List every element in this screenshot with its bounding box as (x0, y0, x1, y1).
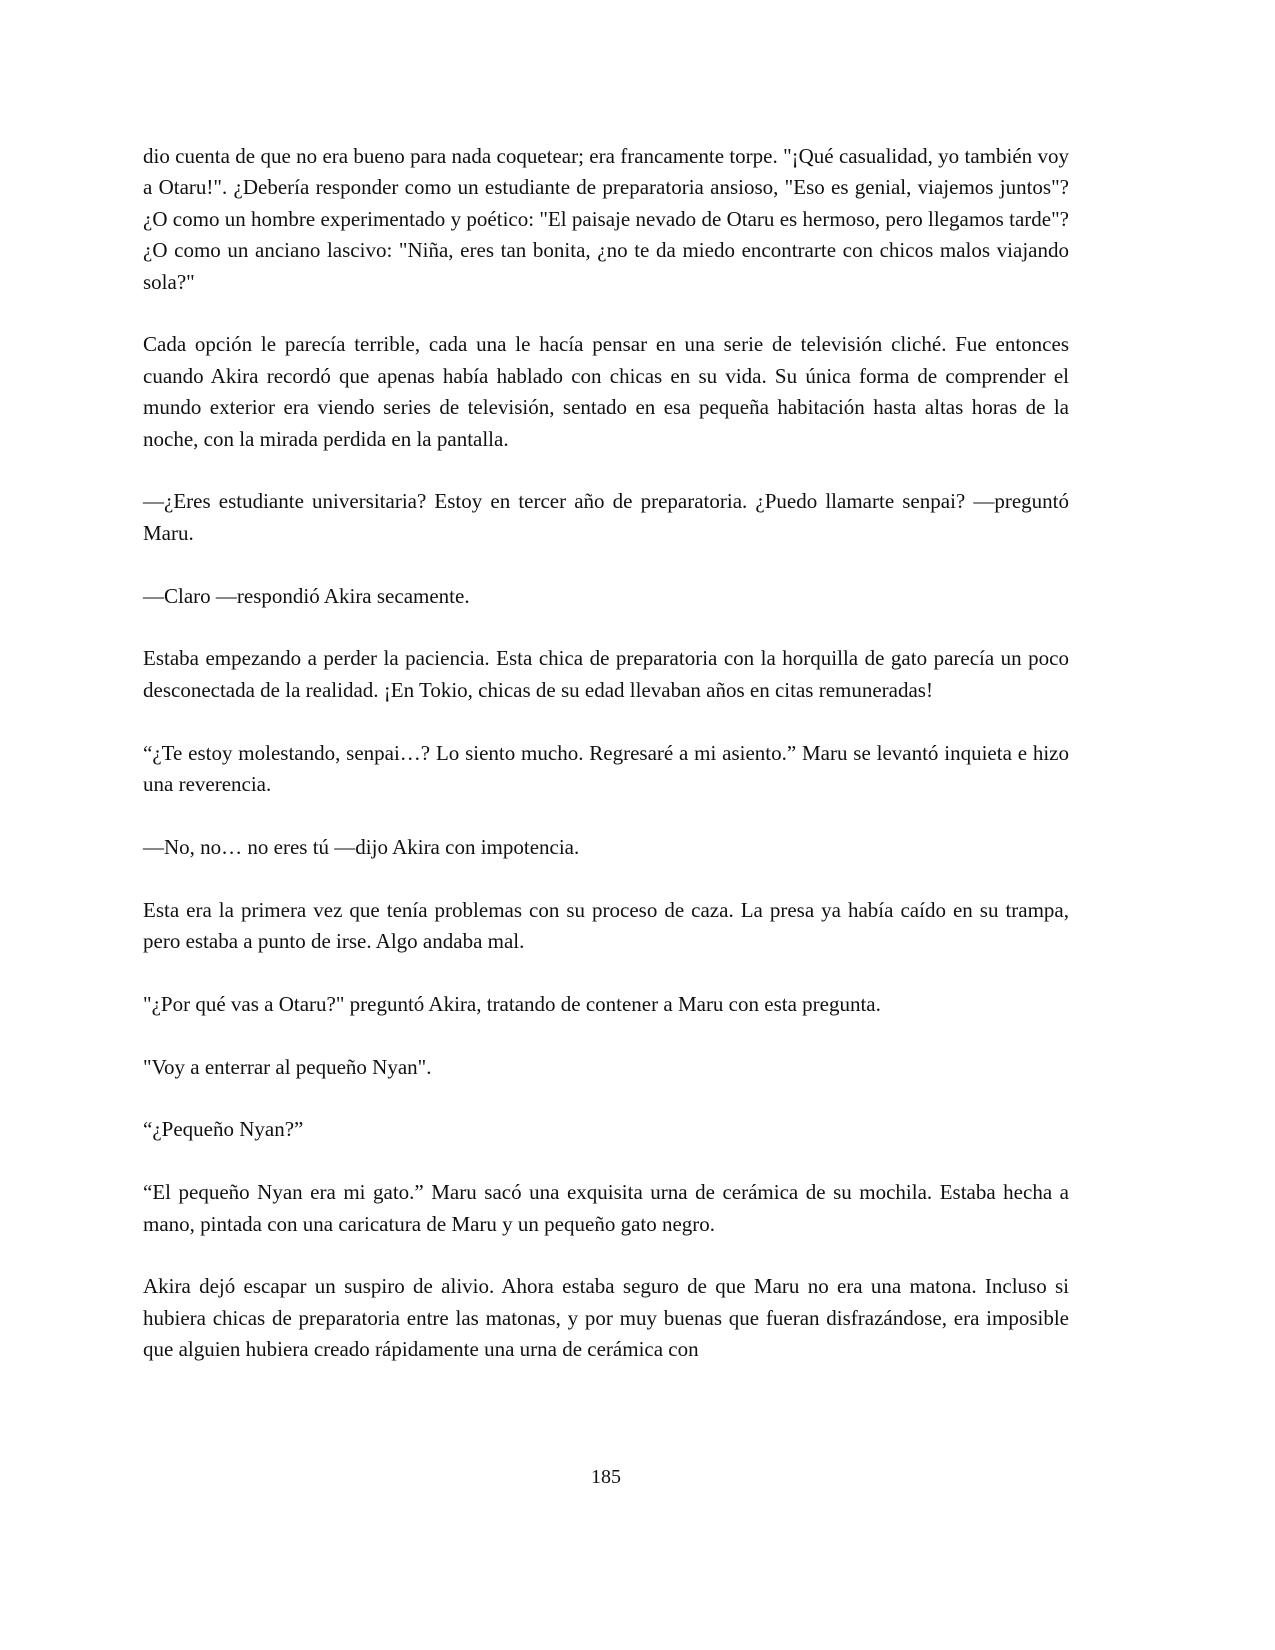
paragraph: "¿Por qué vas a Otaru?" preguntó Akira, tratando de contener a Maru con esta pregunta. (143, 991, 881, 1016)
paragraph: “¿Te estoy molestando, senpai…? Lo siento mucho. Regresaré a mi asiento.” Maru se levantó inquieta e hizo una reverencia. (143, 740, 1069, 797)
paragraph: Akira dejó escapar un suspiro de alivio. Ahora estaba seguro de que Maru no era una matona. Incluso si hubiera chicas de preparatoria entre las matonas, y por muy buenas que fueran disfrazándose, era imposible que alguien hubiera creado rápidamente una urna de cerámica con (143, 1274, 1069, 1362)
paragraph: dio cuenta de que no era bueno para nada coquetear; era francamente torpe. "¡Qué casualidad, yo también voy a Otaru!". ¿Debería responder como un estudiante de preparatoria ansioso, "Eso es genial, viajemos juntos"? ¿O como un hombre experimentado y poético: "El paisaje nevado de Otaru es hermoso, pero llegamos tarde"? ¿O como un anciano lascivo: "Niña, eres tan bonita, ¿no te da miedo encontrarte con chicos malos viajando sola?" (143, 144, 1069, 294)
paragraph: Esta era la primera vez que tenía problemas con su proceso de caza. La presa ya había caído en su trampa, pero estaba a punto de irse. Algo andaba mal. (143, 897, 1069, 954)
page-body (143, 141, 1069, 1397)
paragraph: “El pequeño Nyan era mi gato.” Maru sacó una exquisita urna de cerámica de su mochila. Estaba hecha a mano, pintada con una caricatura de Maru y un pequeño gato negro. (143, 1180, 1069, 1236)
paragraph: "Voy a enterrar al pequeño Nyan". (143, 1054, 432, 1079)
paragraph: —¿Eres estudiante universitaria? Estoy en tercer año de preparatoria. ¿Puedo llamarte senpai? —preguntó Maru. (143, 489, 1069, 545)
page-number: 185 (591, 1466, 621, 1488)
paragraph: —No, no… no eres tú —dijo Akira con impotencia. (143, 834, 580, 859)
paragraph: “¿Pequeño Nyan?” (143, 1117, 304, 1142)
paragraph: Cada opción le parecía terrible, cada una le hacía pensar en una serie de televisión cliché. Fue entonces cuando Akira recordó que apenas había hablado con chicas en su vida. Su única forma de comprender el mundo exterior era viendo series de televisión, sentado en esa pequeña habitación hasta altas horas de la noche, con la mirada perdida en la pantalla. (143, 332, 1069, 451)
paragraph: Estaba empezando a perder la paciencia. Esta chica de preparatoria con la horquilla de gato parecía un poco desconectada de la realidad. ¡En Tokio, chicas de su edad llevaban años en citas remuneradas! (143, 646, 1069, 702)
paragraph: —Claro —respondió Akira secamente. (143, 583, 470, 608)
